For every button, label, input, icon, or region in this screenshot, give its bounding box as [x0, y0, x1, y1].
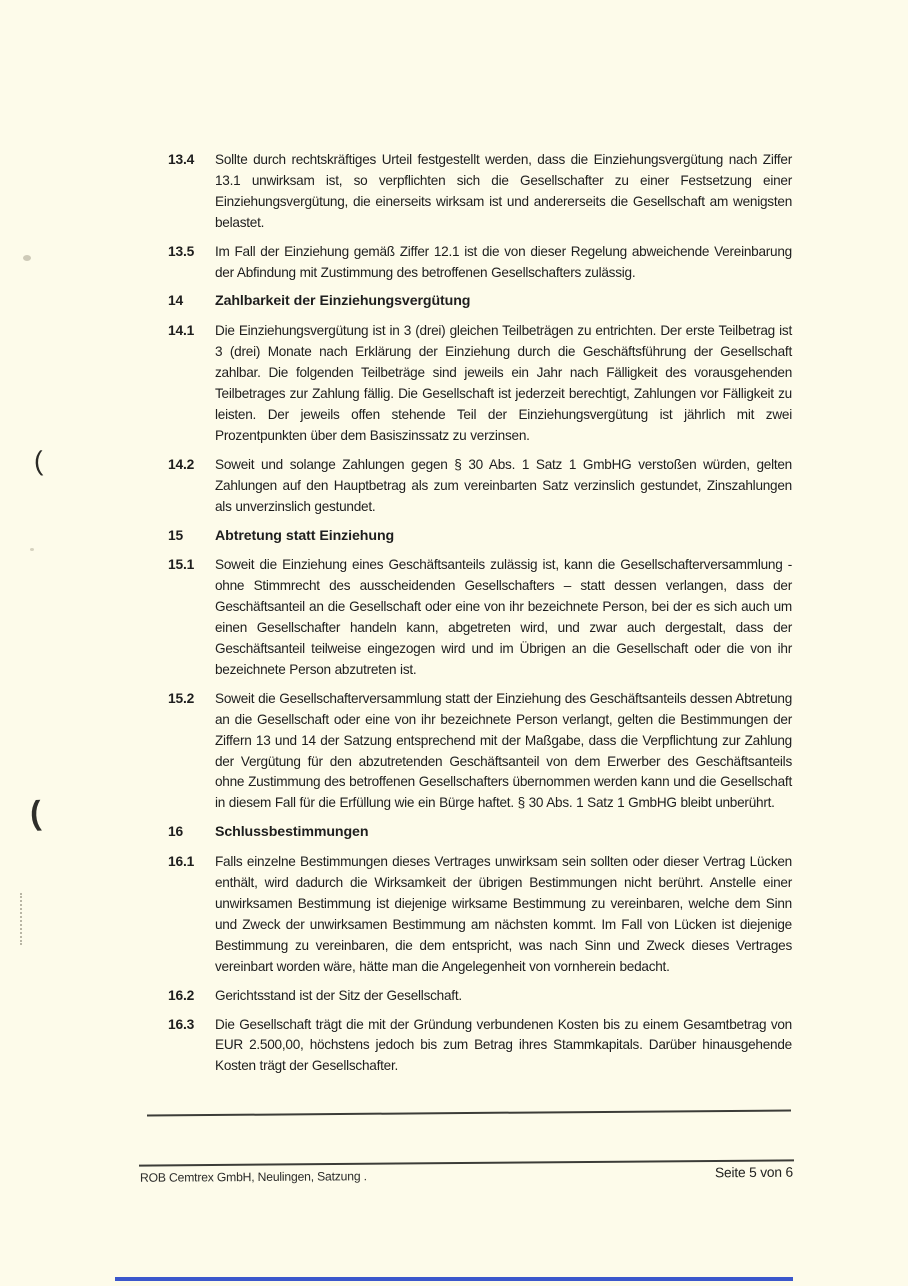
- section-text: Zahlbarkeit der Einziehungsvergütung: [215, 293, 471, 310]
- section-text: Gerichtsstand ist der Sitz der Gesellschaft.: [215, 987, 462, 1003]
- section-13-4: [168, 150, 792, 234]
- section-text: Soweit und solange Zahlungen gegen § 30 Abs. 1 Satz 1 GmbHG verstoßen würden, gelten Zahlungen auf den Hauptbetrag als zum vereinbarten Satz verzinslich gestundet, Zinszahlungen als unverzinslich gestundet.: [215, 456, 792, 514]
- section-number: 16.2: [168, 987, 195, 1003]
- section-text: Abtretung statt Einziehung: [215, 527, 395, 544]
- section-text: Die Einziehungsvergütung ist in 3 (drei) gleichen Teilbeträgen zu entrichten. Der erste Teilbetrag ist 3 (drei) Monate nach Erklärung der Einziehung durch die Geschäftsführung der Gesellschaft zahlbar. Die folgenden Teilbeträge sind jeweils ein Jahr nach Fälligkeit des vorausgehenden Teilbetrages zur Zahlung fällig. Die Gesellschaft ist jederzeit berechtigt, Zahlungen vor Fälligkeit zu leisten. Der jeweils offen stehende Teil der Einziehungsvergütung ist jährlich mit zwei Prozentpunkten über dem Basiszinssatz zu verzinsen.: [215, 323, 792, 443]
- section-14: [168, 291, 792, 312]
- section-number: 13.4: [168, 152, 195, 167]
- section-number: 14.2: [168, 456, 195, 472]
- section-14-1: [168, 321, 792, 446]
- section-text: Schlussbestimmungen: [215, 824, 369, 841]
- section-number: 16: [168, 824, 183, 840]
- scan-artifact-smudge-2: [30, 548, 34, 551]
- section-number: 15: [168, 527, 183, 543]
- section-number: 15.2: [168, 690, 195, 706]
- section-number: 13.5: [168, 243, 195, 259]
- footer-page-number: Seite 5 von 6: [714, 1164, 794, 1181]
- scan-artifact-paren-2: (: [29, 793, 42, 832]
- scan-artifact-dotted-line: [20, 893, 24, 945]
- section-text: Soweit die Gesellschafterversammlung statt der Einziehung des Geschäftsanteils dessen Abtretung an die Gesellschaft oder eine von ihr bezeichnete Person verlangt, gelten die Bestimmungen der Ziffern 13 und 14 der Satzung entsprechend mit der Maßgabe, dass die Verpflichtung zur Zahlung der Vergütung für den abzutretenden Geschäftsanteil von dem Erwerber des Geschäftsanteils ohne Zustimmung des betroffenen Gesellschafters übernommen werden kann und die Gesellschaft in diesem Fall für die Erfüllung wie ein Bürge haftet. § 30 Abs. 1 Satz 1 GmbHG bleibt unberührt.: [215, 690, 792, 811]
- section-16: [168, 822, 792, 843]
- section-number: 16.3: [168, 1016, 195, 1032]
- section-text: Soweit die Einziehung eines Geschäftsanteils zulässig ist, kann die Gesellschafterversammlung - ohne Stimmrecht des ausscheidenden Gesellschafters – statt dessen verlangen, dass der Geschäftsanteil an die Gesellschaft oder eine von ihr bezeichnete Person, bei der es sich auch um einen Gesellschafter handeln kann, abgetreten wird, und zwar auch dergestalt, dass der Geschäftsanteil teilweise eingezogen wird und im Übrigen an die Gesellschaft oder die von ihr bezeichnete Person abzutreten ist.: [215, 557, 792, 677]
- section-number: 16.1: [168, 854, 195, 870]
- section-14-2: [168, 455, 792, 518]
- section-13-5: [168, 242, 792, 284]
- section-text: Die Gesellschaft trägt die mit der Gründung verbundenen Kosten bis zu einem Gesamtbetrag von EUR 2.500,00, höchstens jedoch bis zum Betrag ihres Stammkapitals. Darüber hinausgehende Kosten trägt der Gesellschafter.: [215, 1016, 792, 1074]
- section-number: 15.1: [168, 557, 195, 573]
- section-text: Sollte durch rechtskräftiges Urteil festgestellt werden, dass die Einziehungsvergütung nach Ziffer 13.1 unwirksam ist, so verpflichten sich die Gesellschafter zu einer Festsetzung einer Einziehungsvergütung, die einerseits wirksam ist und andererseits die Gesellschaft am wenigsten belastet.: [215, 152, 792, 230]
- section-16-2: [168, 986, 792, 1007]
- bottom-accent-line: [115, 1277, 793, 1281]
- footer-separator-line-upper: [147, 1109, 791, 1116]
- section-15: [168, 526, 792, 547]
- scan-artifact-smudge-1: [23, 255, 31, 261]
- section-16-1: [168, 852, 792, 977]
- scan-artifact-paren-1: (: [33, 445, 44, 477]
- footer-document-title: ROB Cemtrex GmbH, Neulingen, Satzung .: [139, 1169, 367, 1185]
- section-text: Im Fall der Einziehung gemäß Ziffer 12.1 ist die von dieser Regelung abweichende Vereinbarung der Abfindung mit Zustimmung des betroffenen Gesellschafters zulässig.: [215, 243, 792, 280]
- footer-separator-line-lower: [139, 1159, 794, 1166]
- document-body: [168, 150, 792, 1085]
- section-number: 14: [168, 293, 183, 309]
- section-16-3: [168, 1015, 792, 1078]
- section-15-2: [168, 689, 792, 814]
- section-number: 14.1: [168, 323, 195, 339]
- section-15-1: [168, 555, 792, 680]
- section-text: Falls einzelne Bestimmungen dieses Vertrages unwirksam sein sollten oder dieser Vertrag Lücken enthält, wird dadurch die Wirksamkeit der übrigen Bestimmungen nicht berührt. Anstelle einer unwirksamen Bestimmung ist diejenige wirksame Bestimmung zu vereinbaren, welche dem Sinn und Zweck der unwirksamen Bestimmung am nächsten kommt. Im Fall von Lücken ist diejenige Bestimmung zu vereinbaren, die dem entspricht, was nach Sinn und Zweck dieses Vertrages vereinbart worden wäre, hätte man die Angelegenheit von vornherein bedacht.: [215, 854, 792, 974]
